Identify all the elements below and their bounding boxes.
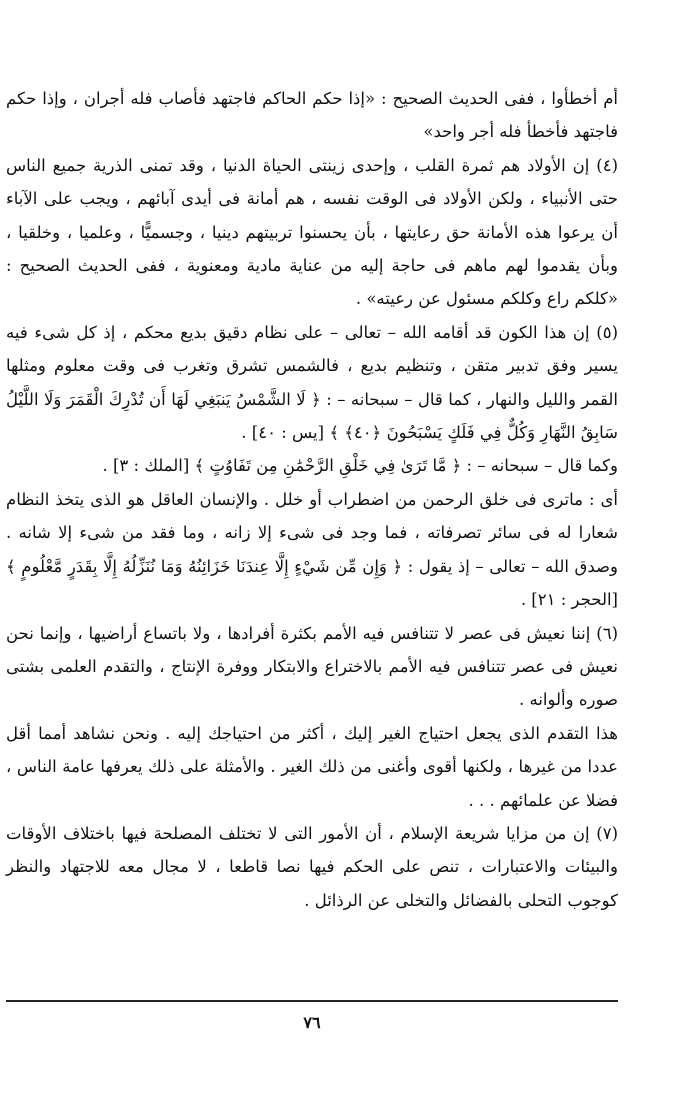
page-number: ٧٦ [303, 1013, 321, 1032]
paragraph-6-progress: هذا التقدم الذى يجعل احتياج الغير إليك ، أكثر من احتياجك إليه . ونحن نشاهد أمما أقل عددا من غيرها ، ولكنها أقوى وأغنى من ذلك الغير . والأمثلة على ذلك يعرفها عامة الناس ، فضلا عن علمائهم . . . [6, 723, 618, 810]
body-text [6, 82, 618, 917]
paragraph-5-quran-quote: وكما قال – سبحانه – : ﴿ مَّا تَرَىٰ فِي خَلْقِ الرَّحْمَٰنِ مِن تَفَاوُتٍ ﴾ [الملك : ٣] . [102, 456, 618, 476]
paragraph-7-sharia: (٧) إن من مزايا شريعة الإسلام ، أن الأمور التى لا تختلف المصلحة فيها باختلاف الأوقات والبيئات والاعتبارات ، تنص على الحكم فيها نصا قاطعا ، لا مجال معه للاجتهاد والنظر كوجوب التحلى بالفضائل والتخلى عن الرذائل . [6, 823, 618, 910]
paragraph-continuation: أم أخطأوا ، ففى الحديث الصحيح : «إذا حكم الحاكم فاجتهد فأصاب فله أجران ، وإذا حكم فاجتهد فأخطأ فله أجر واحد» [6, 89, 618, 142]
paragraph-4-children: (٤) إن الأولاد هم ثمرة القلب ، وإحدى زينتى الحياة الدنيا ، وقد تمنى الذرية جميع الناس حتى الأنبياء ، ولكن الأولاد فى الوقت نفسه ، هم أمانة فى أيدى آبائهم ، ويجب على الآباء أن يرعوا هذه الأمانة حق رعايتها ، بأن يحسنوا تربيتهم دينيا ، وجسميًّا ، وعلميا ، وخلقيا ، وبأن يقدموا لهم ماهم فى حاجة إليه من عناية مادية ومعنوية ، ففى الحديث الصحيح : «كلكم راع وكلكم مسئول عن رعيته» . [6, 155, 618, 309]
paragraph-5-explanation: أى : ماترى فى خلق الرحمن من اضطراب أو خلل . والإنسان العاقل هو الذى يتخذ النظام شعارا له فى سائر تصرفاته ، فما وجد فى شىء إلا زانه ، وما فقد من شىء إلا شانه . وصدق الله – تعالى – إذ يقول : ﴿ وَإِن مِّن شَيْءٍ إِلَّا عِندَنَا خَزَائِنُهُ وَمَا نُنَزِّلُهُ إِلَّا بِقَدَرٍ مَّعْلُومٍ ﴾ [الحجر : ٢١] . [6, 489, 618, 610]
footer-divider [6, 1000, 618, 1002]
paragraph-6-competition: (٦) إننا نعيش فى عصر لا تتنافس فيه الأمم بكثرة أفرادها ، ولا باتساع أراضيها ، وإنما نحن نعيش فى عصر تتنافس فيه الأمم بالاختراع والابتكار ووفرة الإنتاج ، والتقدم العلمى بشتى صوره وألوانه . [6, 623, 618, 710]
paragraph-5-universe-order: (٥) إن هذا الكون قد أقامه الله – تعالى – على نظام دقيق بديع محكم ، إذ كل شىء فيه يسير وفق تدبير متقن ، وتنظيم بديع ، فالشمس تشرق وتغرب فى وقت معلوم ومثلها القمر والليل والنهار ، كما قال – سبحانه – : ﴿ لَا الشَّمْسُ يَنبَغِي لَهَا أَن تُدْرِكَ الْقَمَرَ وَلَا اللَّيْلُ سَابِقُ النَّهَارِ وَكُلٌّ فِي فَلَكٍ يَسْبَحُونَ ﴿٤٠﴾ ﴾ [يس : ٤٠] . [6, 322, 618, 443]
